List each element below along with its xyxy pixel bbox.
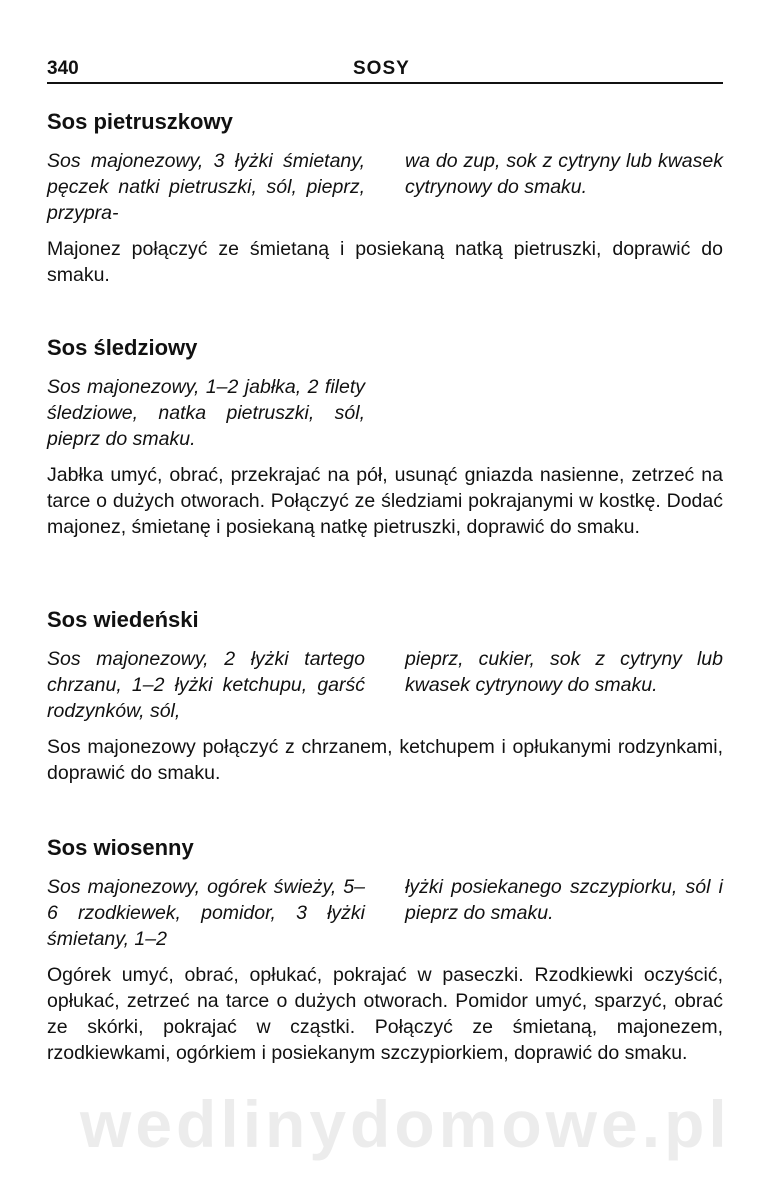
page-header bbox=[47, 54, 723, 84]
ingredients-right: pieprz, cukier, sok z cytryny lub kwasek cytrynowy do smaku. bbox=[405, 648, 723, 696]
ingredients-left: Sos majonezowy, ogórek świeży, 5–6 rzodkiewek, pomidor, 3 łyżki śmietany, 1–2 bbox=[47, 876, 365, 950]
page-number: 340 bbox=[47, 58, 79, 79]
recipe-title: Sos wiosenny bbox=[47, 835, 194, 860]
instructions: Ogórek umyć, obrać, opłukać, pokrajać w paseczki. Rzodkiewki oczyścić, opłukać, zetrzeć na tarce o dużych otworach. Pomidor umyć, sparzyć, obrać ze skórki, pokrajać w cząstki. Połączyć ze śmietaną, majonezem, rzodkiewkami, ogórkiem i posiekanym szczypiorkiem, doprawić do smaku. bbox=[47, 964, 723, 1064]
ingredients bbox=[47, 874, 723, 952]
recipe-sos-sledziowy bbox=[47, 334, 723, 540]
ingredients-left: Sos majonezowy, 2 łyżki tartego chrzanu, 1–2 łyżki ketchupu, garść rodzynków, sól, bbox=[47, 648, 365, 722]
instructions: Jabłka umyć, obrać, przekrajać na pół, usunąć gniazda nasienne, zetrzeć na tarce o dużych otworach. Połączyć ze śledziami pokrajanymi w kostkę. Dodać majonez, śmietanę i posiekaną natkę pietruszki, doprawić do smaku. bbox=[47, 464, 723, 538]
instructions: Sos majonezowy połączyć z chrzanem, ketchupem i opłukanymi rodzynkami, doprawić do smaku. bbox=[47, 736, 723, 784]
ingredients-left: Sos majonezowy, 3 łyżki śmietany, pęczek natki pietruszki, sól, pieprz, przypra- bbox=[47, 150, 365, 224]
recipe-title: Sos śledziowy bbox=[47, 335, 198, 360]
ingredients-right: wa do zup, sok z cytryny lub kwasek cytrynowy do smaku. bbox=[405, 150, 723, 198]
ingredients bbox=[47, 374, 723, 452]
instructions: Majonez połączyć ze śmietaną i posiekaną natką pietruszki, doprawić do smaku. bbox=[47, 238, 723, 286]
ingredients bbox=[47, 646, 723, 724]
chapter-title: SOSY bbox=[353, 58, 410, 79]
recipe-title: Sos wiedeński bbox=[47, 607, 199, 632]
recipe-title: Sos pietruszkowy bbox=[47, 109, 233, 134]
ingredients-left: Sos majonezowy, 1–2 jabłka, 2 filety śledziowe, natka pietruszki, sól, pieprz do smaku. bbox=[47, 376, 365, 450]
recipe-sos-wiedenski bbox=[47, 606, 723, 786]
ingredients-right bbox=[405, 374, 723, 452]
watermark: wedlinydomowe.pl bbox=[80, 1087, 731, 1161]
ingredients bbox=[47, 148, 723, 226]
book-page bbox=[47, 0, 723, 1200]
ingredients-right: łyżki posiekanego szczypiorku, sól i pieprz do smaku. bbox=[405, 876, 723, 924]
recipe-sos-pietruszkowy bbox=[47, 108, 723, 288]
recipe-sos-wiosenny bbox=[47, 834, 723, 1066]
